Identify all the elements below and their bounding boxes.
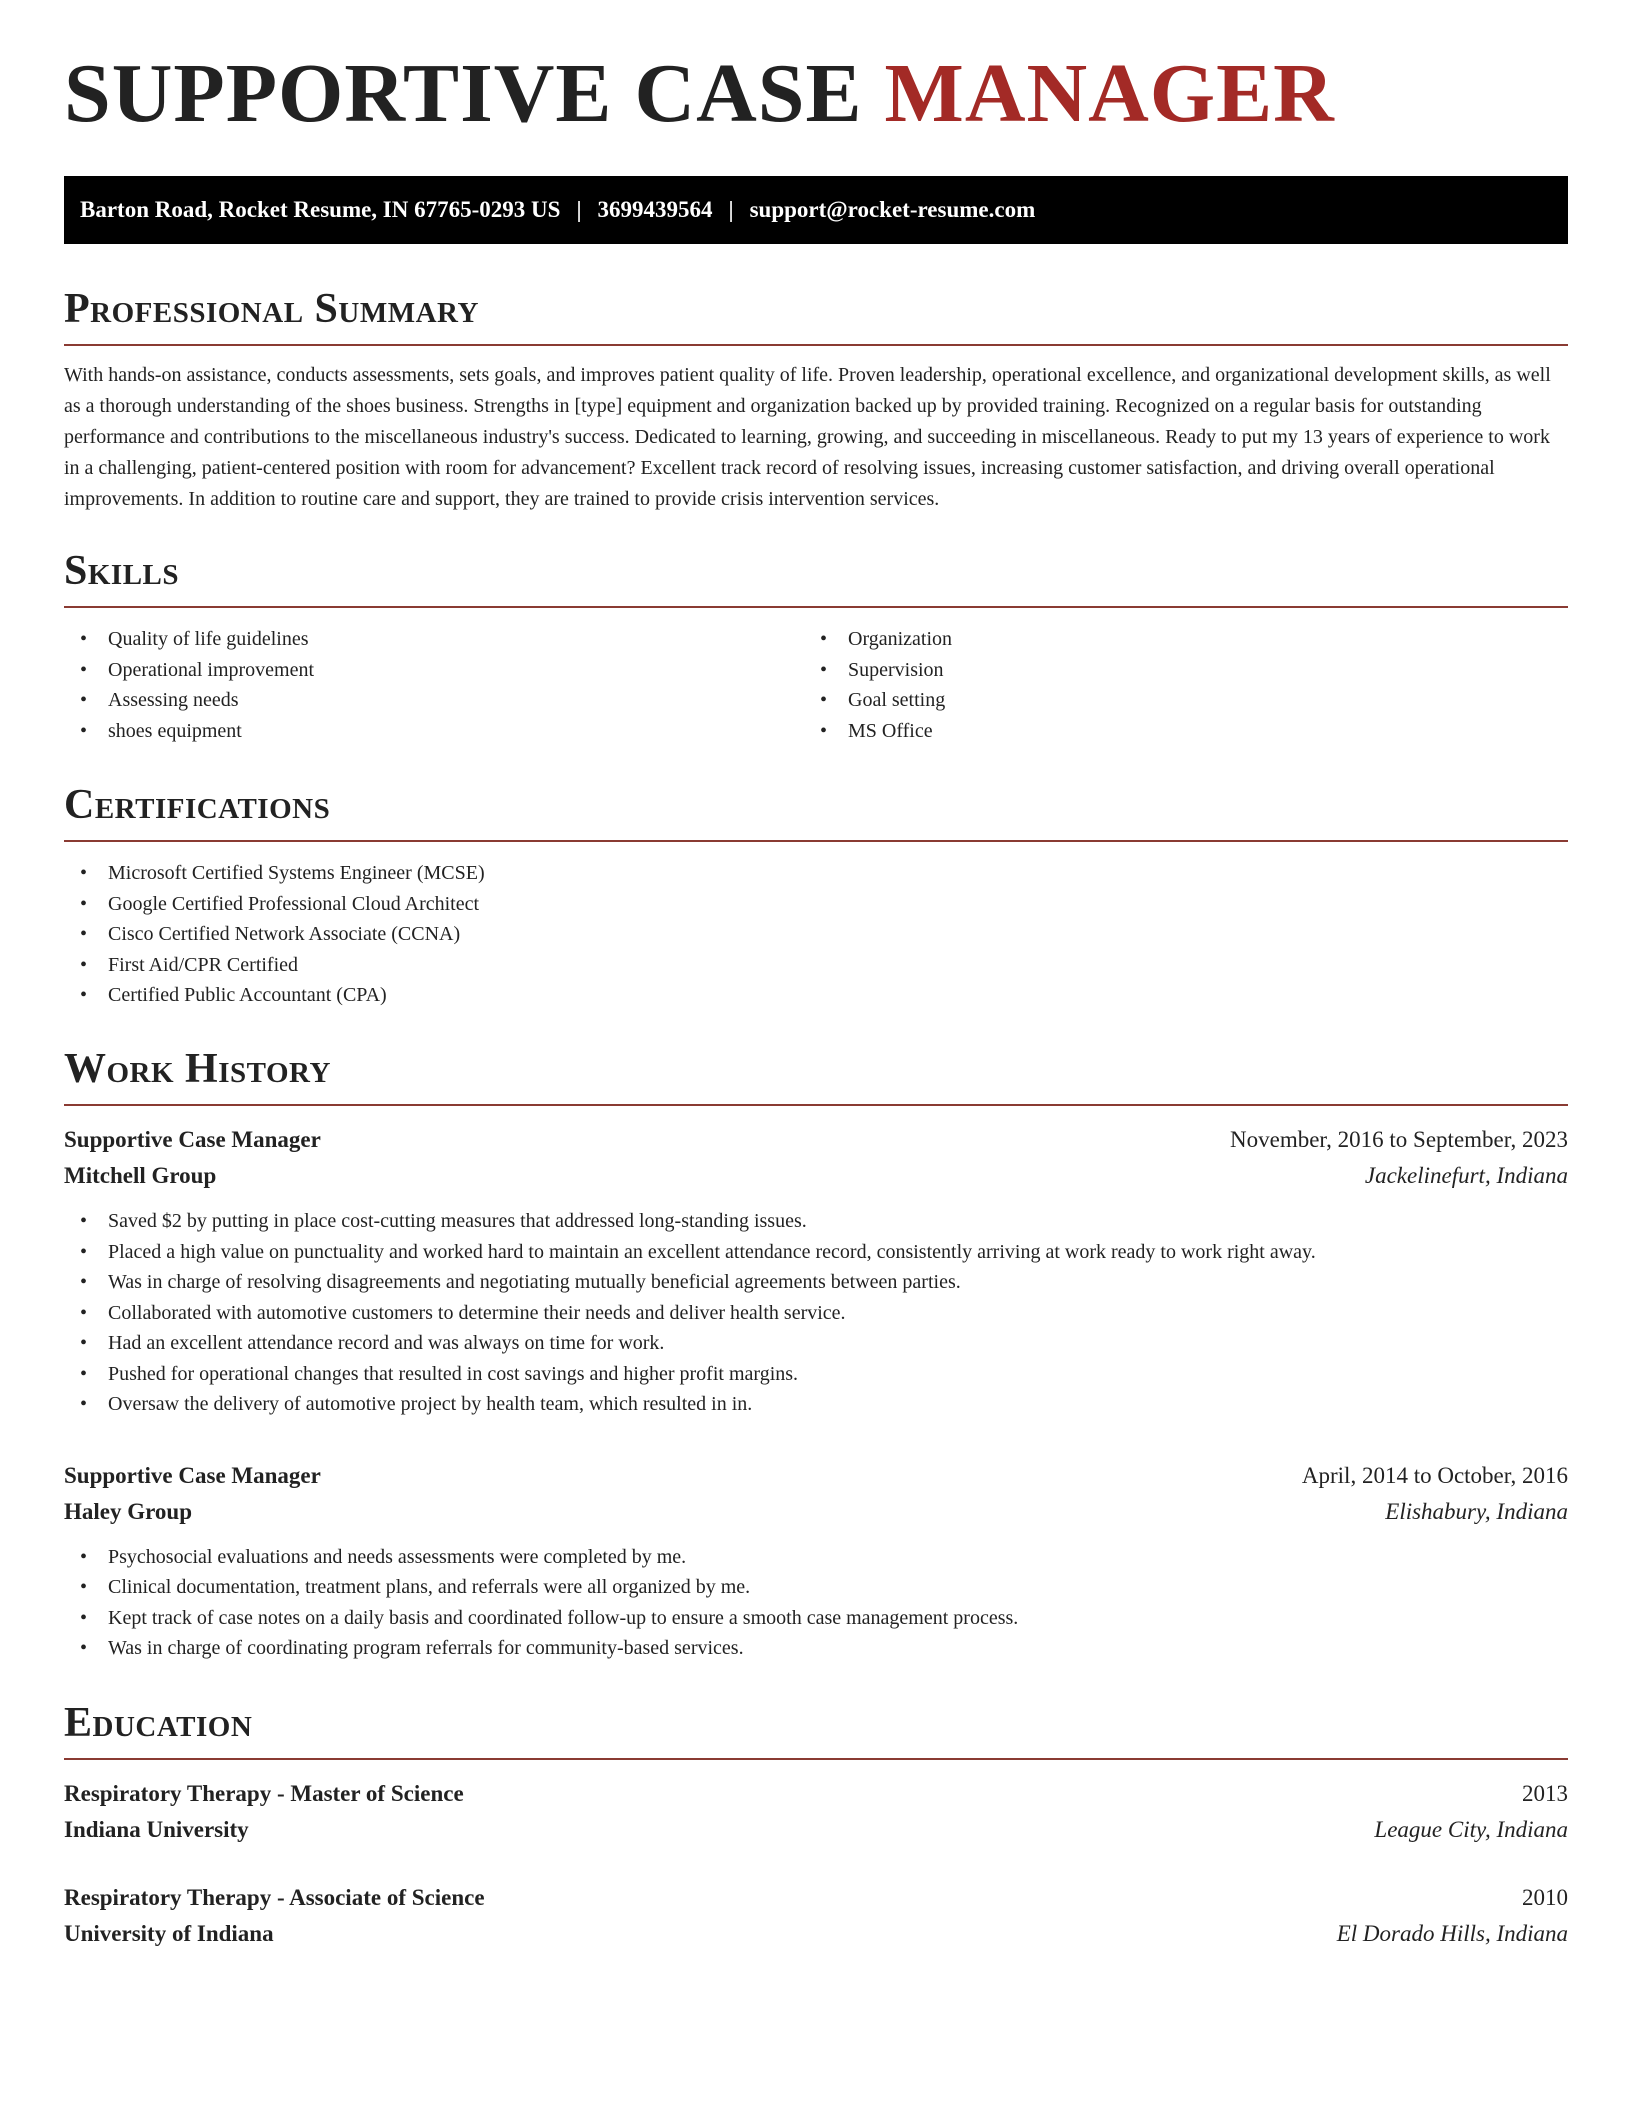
contact-phone: 3699439564 [597, 197, 713, 222]
list-item: • Was in charge of coordinating program referrals for community-based services. [64, 1633, 1568, 1664]
contact-separator: | [576, 197, 582, 222]
list-item: • Oversaw the delivery of automotive project by health team, which resulted in in. [64, 1389, 1568, 1420]
work-history-heading: Work History [64, 1048, 1568, 1106]
list-item: • Was in charge of resolving disagreements and negotiating mutually beneficial agreements between parties. [64, 1267, 1568, 1298]
certifications-section [64, 784, 1568, 1011]
skills-column-left [64, 624, 804, 746]
job-bullets [64, 1542, 1568, 1664]
certifications-heading: Certifications [64, 784, 1568, 842]
list-item: • Saved $2 by putting in place cost-cutting measures that addressed long-standing issues. [64, 1206, 1568, 1237]
list-item: • Clinical documentation, treatment plans, and referrals were all organized by me. [64, 1572, 1568, 1603]
job-dates: April, 2014 to October, 2016 [1301, 1462, 1568, 1488]
list-item: • Quality of life guidelines [64, 624, 804, 655]
list-item: • shoes equipment [64, 716, 804, 747]
list-item: • Assessing needs [64, 685, 804, 716]
job-dates: November, 2016 to September, 2023 [1230, 1127, 1568, 1152]
list-item: • Certified Public Accountant (CPA) [64, 980, 1568, 1011]
list-item: • Google Certified Professional Cloud Architect [64, 889, 1568, 920]
name-part-2: MANAGER [884, 47, 1335, 140]
education-school-row [64, 1916, 1568, 1952]
job-role: Supportive Case Manager [64, 1127, 321, 1152]
education-heading: Education [64, 1702, 1568, 1760]
list-item: • Collaborated with automotive customers to determine their needs and deliver health service. [64, 1298, 1568, 1329]
skills-list-right [804, 624, 1544, 746]
list-item: • First Aid/CPR Certified [64, 950, 1568, 981]
name-part-1: SUPPORTIVE CASE [64, 47, 885, 140]
list-item: • MS Office [804, 716, 1544, 747]
list-item: • Had an excellent attendance record and was always on time for work. [64, 1328, 1568, 1359]
list-item: • Goal setting [804, 685, 1544, 716]
job-bullets [64, 1206, 1568, 1420]
education-entry [64, 1776, 1568, 1848]
job-title-row [64, 1122, 1568, 1158]
skills-columns [64, 624, 1568, 746]
contact-bar [64, 176, 1568, 244]
job-company: Mitchell Group [64, 1163, 217, 1188]
summary-text: With hands-on assistance, conducts assessments, sets goals, and improves patient quality of life. Proven leadership, operational excellence, and organizational development skills, as well as a thorough understanding of the shoes business. Strengths in [type] equipment and organization backed up by provided training. Recognized on a regular basis for outstanding performance and contributions to the miscellaneous industry's success. Dedicated to learning, growing, and succeeding in miscellaneous. Ready to put my 13 years of experience to work in a challenging, patient-centered position with room for advancement? Excellent track record of resolving issues, increasing customer satisfaction, and driving overall operational improvements. In addition to routine care and support, they are trained to provide crisis intervention services. [64, 364, 1551, 510]
education-degree: Respiratory Therapy - Master of Science [64, 1781, 464, 1806]
education-degree-row [64, 1880, 1568, 1916]
job-company: Haley Group [64, 1498, 193, 1524]
job-role: Supportive Case Manager [64, 1462, 321, 1488]
list-item: • Pushed for operational changes that resulted in cost savings and higher profit margins. [64, 1359, 1568, 1390]
work-history-section [64, 1048, 1568, 1664]
education-school: Indiana University [64, 1817, 249, 1842]
education-degree: Respiratory Therapy - Associate of Science [64, 1885, 485, 1910]
education-entry [64, 1880, 1568, 1952]
education-section [64, 1702, 1568, 1952]
contact-separator: | [728, 197, 734, 222]
certifications-list [64, 858, 1568, 1011]
skills-column-right [804, 624, 1544, 746]
contact-email: support@rocket-resume.com [749, 197, 1036, 222]
education-degree-row [64, 1776, 1568, 1812]
list-item: • Supervision [804, 655, 1544, 686]
education-year: 2010 [1522, 1885, 1568, 1910]
job-entry [64, 1122, 1568, 1420]
list-item: • Organization [804, 624, 1544, 655]
summary-section [64, 288, 1568, 515]
skills-list-left [64, 624, 804, 746]
list-item: • Cisco Certified Network Associate (CCNA) [64, 919, 1568, 950]
skills-section [64, 550, 1568, 746]
skills-heading: Skills [64, 550, 1568, 608]
job-company-row [64, 1494, 1568, 1530]
education-school-row [64, 1812, 1568, 1848]
list-item: • Psychosocial evaluations and needs assessments were completed by me. [64, 1542, 1568, 1573]
contact-address: Barton Road, Rocket Resume, IN 67765-0293 US [80, 197, 561, 222]
list-item: • Operational improvement [64, 655, 804, 686]
job-title-row [64, 1458, 1568, 1494]
job-entry [64, 1458, 1568, 1664]
list-item: • Placed a high value on punctuality and worked hard to maintain an excellent attendance record, consistently arriving at work ready to work right away. [64, 1237, 1568, 1268]
education-location: League City, Indiana [1374, 1817, 1568, 1842]
summary-heading: Professional Summary [64, 288, 1568, 346]
job-company-row [64, 1158, 1568, 1194]
job-location: Elishabury, Indiana [1385, 1498, 1568, 1524]
job-location: Jackelinefurt, Indiana [1364, 1163, 1568, 1188]
list-item: • Kept track of case notes on a daily basis and coordinated follow-up to ensure a smooth case management process. [64, 1603, 1568, 1634]
education-year: 2013 [1522, 1781, 1568, 1806]
education-location: El Dorado Hills, Indiana [1336, 1921, 1568, 1946]
page-title [64, 47, 1335, 140]
list-item: • Microsoft Certified Systems Engineer (MCSE) [64, 858, 1568, 889]
education-school: University of Indiana [64, 1921, 274, 1946]
